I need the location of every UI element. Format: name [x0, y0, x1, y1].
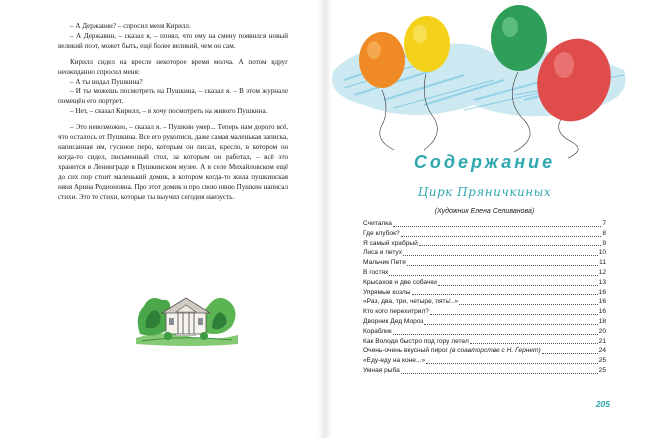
toc-entry-page: 13: [598, 278, 606, 286]
toc-entry-title-text: Крысахов и две собачки: [363, 278, 437, 286]
story-paragraph: – Это невозможно, – сказал я. – Пушкин умер... Теперь нам дорого всё, что осталось от Пушкина. Все его рукописи, даже самая маленькая записка, написанная им, гусиное перо, которым он писал, кресло, в котором он когда-то сидел, письменный стол, за которым он работал, – всё это хранится в Ленинграде в Пушкинском музее. А в селе Михайловском ещё до сих пор стоит маленький домик, в котором когда-то жила пушкинская няня Арина Родионовна. Про этот домик и про свою няню Пушкин написал стихи. Это те стихи, которые ты выучил сегодня наизусть.: [58, 123, 288, 201]
story-paragraph: – И ты можешь посмотреть на Пушкина, – сказал я. – В этом журнале помещён его портрет.: [58, 87, 288, 106]
toc-entry-title-text: В гостях: [363, 268, 389, 276]
toc-entry-title-text: Дворник Дед Мороз: [363, 317, 424, 325]
toc-entry-title: [363, 239, 418, 249]
toc-entry-title: [363, 327, 392, 337]
toc-entry[interactable]: [363, 219, 606, 229]
toc-entry-page: 25: [598, 357, 606, 365]
toc-entry-title-text: Упрямые козлы: [363, 288, 411, 296]
story-paragraph: – А Державин? – спросил меня Кирилл.: [70, 22, 191, 30]
toc-entry-title: [363, 258, 406, 268]
toc-entry[interactable]: [363, 248, 606, 258]
toc-entry[interactable]: [363, 278, 606, 288]
toc-entry-title: [363, 317, 423, 327]
toc-title: Содержание: [413, 152, 556, 172]
toc-entry[interactable]: [363, 239, 606, 249]
toc-entry[interactable]: [363, 297, 606, 307]
story-paragraph: – Нет, – сказал Кирилл, – я хочу посмотреть на живого Пушкина.: [70, 107, 268, 116]
toc-leader-dots: [401, 373, 598, 374]
toc-entry-page: 18: [598, 317, 606, 325]
toc-entry[interactable]: [363, 327, 606, 337]
toc-entry-page: 16: [598, 308, 606, 316]
toc-entry-page: 25: [598, 366, 606, 374]
illustrator-credit: (Художник Елена Селиванова): [434, 208, 535, 215]
toc-entry-title: [363, 366, 400, 376]
toc-entry-page: 16: [598, 298, 606, 306]
page-number: 205: [595, 399, 610, 409]
toc-entry-title: [363, 297, 458, 307]
story-paragraph: – А Державин, – сказал я, – понял, что ему на смену появился новый великий поэт, может быть, ещё более великий, чем он сам.: [58, 31, 288, 50]
right-page: [324, 0, 645, 438]
toc-entry-title: [363, 288, 411, 298]
toc-entry-page: 24: [598, 347, 606, 355]
toc-leader-dots: [424, 324, 597, 325]
toc-leader-dots: [393, 334, 598, 335]
toc-entry-title: [363, 356, 425, 366]
toc-entry-page: 21: [598, 337, 606, 345]
toc-entry-title: [363, 337, 469, 347]
toc-leader-dots: [401, 236, 602, 237]
toc-entry[interactable]: [363, 258, 606, 268]
house-illustration: [132, 272, 242, 350]
story-paragraph: – А ты видал Пушкина?: [70, 77, 143, 86]
toc-leader-dots: [393, 226, 601, 227]
toc-entry[interactable]: [363, 229, 606, 239]
toc-entry[interactable]: [363, 346, 606, 356]
toc-entry-page: 20: [598, 327, 606, 335]
toc-entry-title: [363, 219, 392, 229]
toc-entry-note: (в соавторстве с Н. Гернет): [449, 347, 541, 355]
toc-entry-title: [363, 346, 541, 356]
toc-entry[interactable]: [363, 337, 606, 347]
toc-leader-dots: [542, 353, 598, 354]
toc-entry[interactable]: [363, 356, 606, 366]
toc-entry-title: [363, 268, 388, 278]
toc-leader-dots: [419, 245, 601, 246]
toc-entry-page: 12: [598, 268, 606, 276]
toc-leader-dots: [459, 304, 597, 305]
toc-leader-dots: [412, 294, 598, 295]
toc-leader-dots: [389, 275, 597, 276]
toc-entry-title-text: «Еду-еду на коне...»: [363, 357, 426, 365]
toc-entry-title-text: Кто кого перехитрил?: [363, 308, 429, 316]
toc-entry-page: 11: [599, 259, 606, 267]
toc-entry-page: 10: [598, 249, 606, 257]
toc-entry[interactable]: [363, 366, 606, 376]
toc-entry-title-text: Где клубок?: [363, 229, 400, 237]
toc-entry-page: 9: [602, 239, 606, 247]
toc-entry-title-text: «Раз, два, три, четыре, пять!..»: [363, 298, 459, 306]
toc-entry-title: [363, 248, 402, 258]
toc-entry-title-text: Умная рыба: [363, 366, 400, 374]
toc-list: [363, 219, 606, 376]
toc-leader-dots: [426, 363, 598, 364]
toc-entry-title-text: Как Володя быстро под гору летел: [363, 337, 469, 345]
toc-entry-title-text: Лиса и петух: [363, 249, 403, 257]
toc-entry-page: 7: [602, 220, 606, 227]
toc-entry-title-text: Мальчик Петя: [363, 259, 406, 267]
toc-entry[interactable]: [363, 268, 606, 278]
toc-entry[interactable]: [363, 317, 606, 327]
left-page: [0, 0, 322, 438]
balloons-illustration: [324, 0, 645, 160]
toc-entry-title-text: Я самый храбрый: [363, 239, 418, 247]
toc-leader-dots: [430, 314, 598, 315]
toc-leader-dots: [403, 255, 598, 256]
story-text: [58, 22, 288, 202]
story-paragraph: Кирилл сидел на кресле некоторое время молча. А потом вдруг неожиданно спросил меня:: [58, 57, 288, 76]
toc-entry-title-text: Кораблик: [363, 327, 392, 335]
toc-entry[interactable]: [363, 288, 606, 298]
toc-entry[interactable]: [363, 307, 606, 317]
toc-leader-dots: [470, 343, 598, 344]
section-title: Цирк Пряничкиных: [417, 185, 552, 199]
toc-entry-page: 8: [602, 229, 606, 237]
toc-entry-title: [363, 307, 429, 317]
toc-entry-title-text: Считалка: [363, 220, 392, 227]
toc-entry-title: [363, 229, 400, 239]
toc-entry-title: [363, 278, 437, 288]
toc-leader-dots: [438, 285, 598, 286]
toc-entry-title-text: Очень-очень вкусный пирог: [363, 347, 450, 355]
toc-entry-page: 16: [598, 288, 606, 296]
toc-leader-dots: [407, 265, 598, 266]
